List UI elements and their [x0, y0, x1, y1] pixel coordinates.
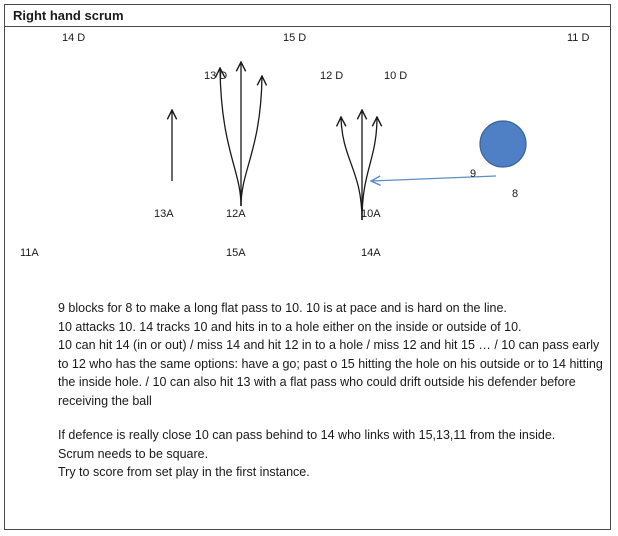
defender-12-label: 12 D: [320, 70, 344, 82]
defender-10-label: 10 D: [384, 70, 408, 82]
run-line-10a-right: [362, 117, 377, 220]
attacker-11-label: 11A: [20, 247, 39, 259]
run-line-12a-left: [220, 68, 241, 206]
scrum-half-9-label: 9: [470, 168, 477, 180]
defender-13-label: 13 D: [204, 70, 228, 82]
diagram-title: Right hand scrum: [13, 8, 124, 23]
run-line-10a-left: [341, 117, 362, 220]
attacker-10-label: 10A: [361, 208, 381, 220]
defender-15-label: 15 D: [283, 32, 307, 44]
attacker-12-label: 12A: [226, 208, 246, 220]
note-paragraph: Try to score from set play in the first instance.: [58, 465, 310, 479]
defender-14-label: 14 D: [62, 32, 86, 44]
play-notes: [58, 299, 606, 482]
run-line-12a-right: [241, 76, 262, 206]
scrum-circle: [480, 121, 526, 167]
attacker-14-label: 14A: [361, 247, 381, 259]
note-paragraph: 10 can hit 14 (in or out) / miss 14 and hit 12 in to a hole / miss 12 and hit 15 … / 10 can pass early to 12 who has the same options: have a go; past o 15 hitting the hole on his outside or to 14 hitting the inside hole. / 10 can also hit 13 with a flat pass who could drift outside his defender before receiving the ball: [58, 338, 603, 408]
note-paragraph: If defence is really close 10 can pass behind to 14 who links with 15,13,11 from the inside.: [58, 428, 556, 442]
note-paragraph: 9 blocks for 8 to make a long flat pass to 10. 10 is at pace and is hard on the line.: [58, 301, 507, 315]
defender-11-label: 11 D: [567, 32, 590, 44]
attacker-15-label: 15A: [226, 247, 246, 259]
pass-arrow-9-to-10: [371, 176, 496, 181]
attacker-13-label: 13A: [154, 208, 174, 220]
number-8-label: 8: [512, 188, 519, 200]
note-paragraph: Scrum needs to be square.: [58, 446, 209, 461]
note-paragraph: 10 attacks 10. 14 tracks 10 and hits in to a hole either on the inside or outside of 10.: [58, 319, 522, 334]
spacer: [58, 410, 606, 426]
